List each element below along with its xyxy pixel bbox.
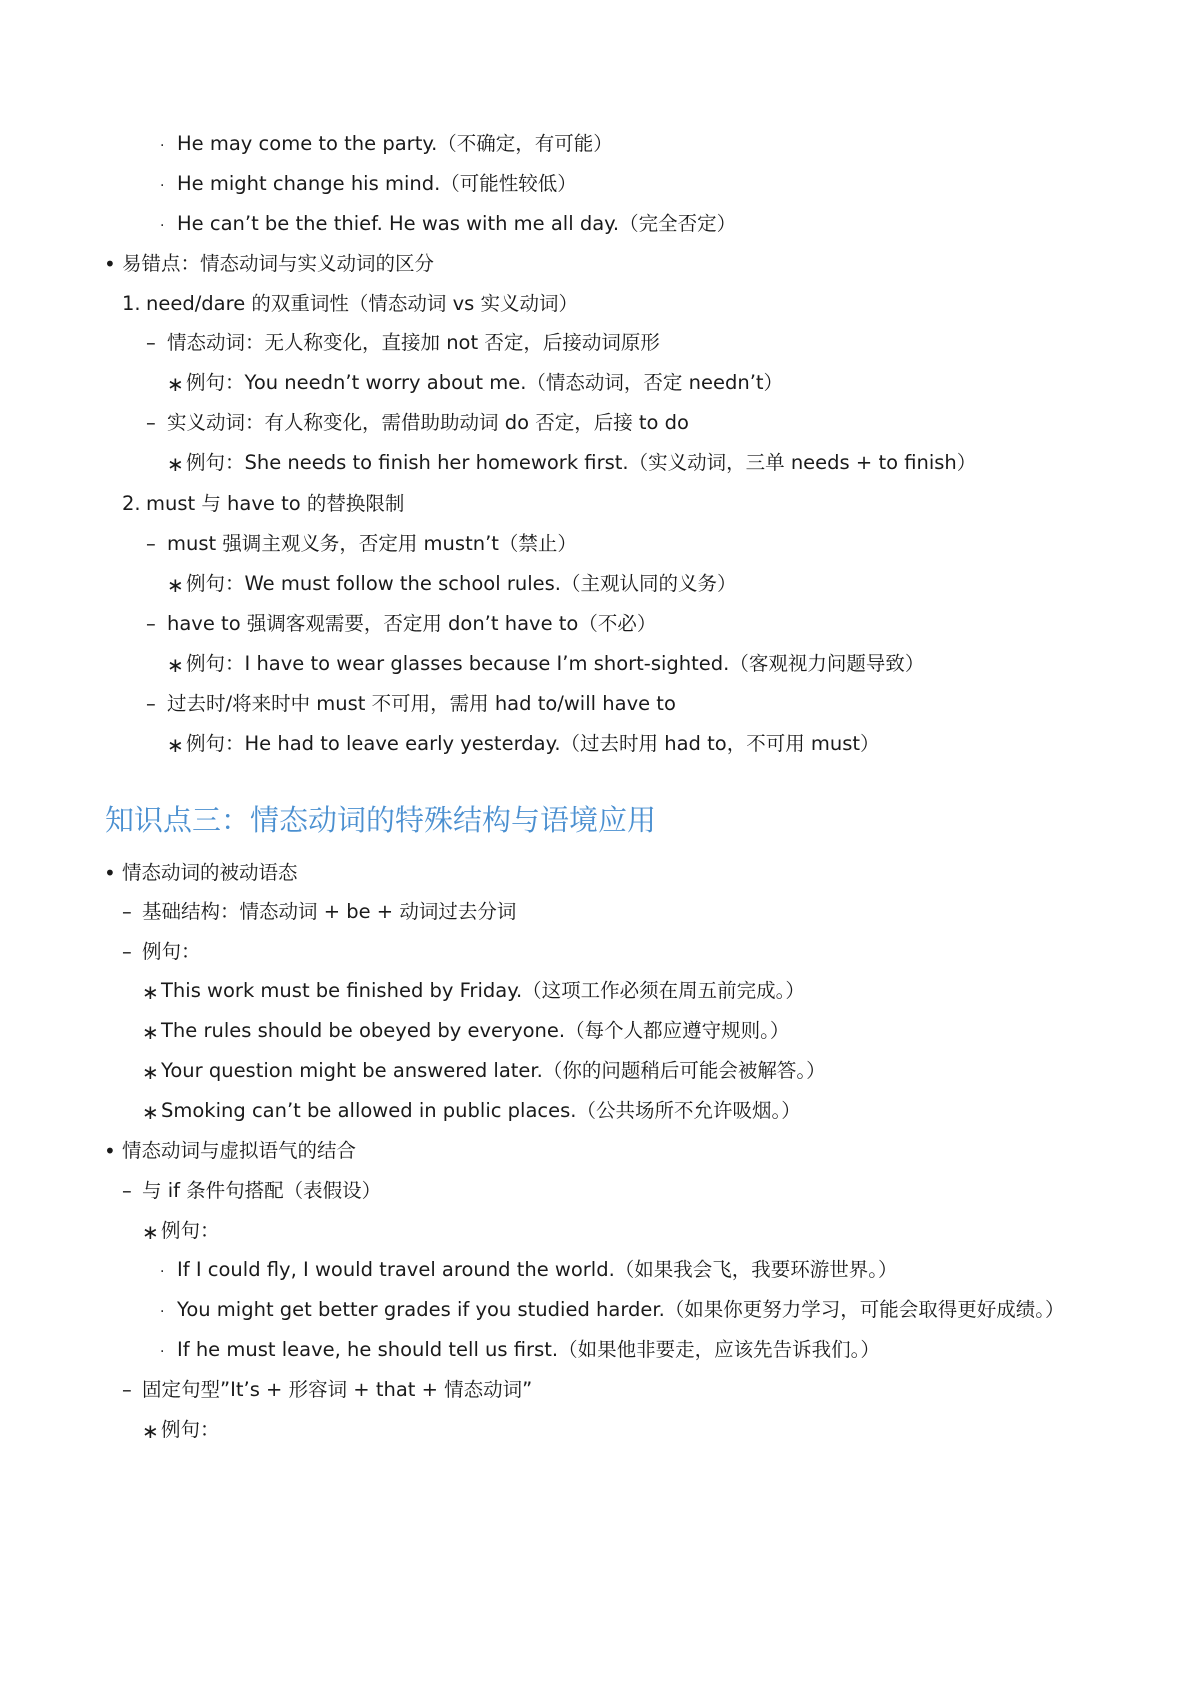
star-marker: ∗ [142,1220,159,1244]
bullet-marker: • [104,252,116,276]
list-item: 例句： [161,1418,220,1441]
dot-marker: · [160,1344,165,1360]
list-item: Smoking can’t be allowed in public places.（公共场所不允许吸烟。） [161,1099,801,1122]
dash-marker: – [122,1378,132,1401]
list-item: must 强调主观义务，否定用 mustn’t（禁止） [167,532,577,555]
list-item: need/dare 的双重词性（情态动词 vs 实义动词） [146,292,579,315]
list-item: This work must be finished by Friday.（这项工作必须在周五前完成。） [161,979,805,1002]
list-item: 情态动词与虚拟语气的结合 [122,1139,357,1162]
list-item: The rules should be obeyed by everyone.（每个人都应遵守规则。） [161,1019,790,1042]
list-item: He can’t be the thief. He was with me all day.（完全否定） [177,212,737,235]
list-item: If I could fly, I would travel around the world.（如果我会飞，我要环游世界。） [177,1258,898,1281]
list-item: You might get better grades if you studied harder.（如果你更努力学习，可能会取得更好成绩。） [177,1298,1065,1321]
list-item: 例句：We must follow the school rules.（主观认同的义务） [186,572,737,595]
dash-marker: – [122,900,132,923]
dash-marker: – [146,692,156,715]
number-marker: 1. [122,292,141,315]
star-marker: ∗ [142,980,159,1004]
list-item: 例句：You needn’t worry about me.（情态动词，否定 needn’t） [186,371,784,394]
star-marker: ∗ [142,1419,159,1443]
dash-marker: – [122,940,132,963]
dot-marker: · [160,1264,165,1280]
list-item: 情态动词：无人称变化，直接加 not 否定，后接动词原形 [167,331,660,354]
section-heading: 知识点三：情态动词的特殊结构与语境应用 [105,803,657,837]
star-marker: ∗ [167,372,184,396]
star-marker: ∗ [167,573,184,597]
list-item: Your question might be answered later.（你的问题稍后可能会被解答。） [161,1059,826,1082]
list-item: 过去时/将来时中 must 不可用，需用 had to/will have to [167,692,676,715]
dash-marker: – [146,612,156,635]
list-item: 情态动词的被动语态 [122,861,298,884]
dot-marker: · [160,1304,165,1320]
star-marker: ∗ [142,1100,159,1124]
list-item: 例句：He had to leave early yesterday.（过去时用 had to，不可用 must） [186,732,880,755]
star-marker: ∗ [142,1060,159,1084]
list-item: If he must leave, he should tell us first.（如果他非要走，应该先告诉我们。） [177,1338,880,1361]
bullet-marker: • [104,1139,116,1163]
dot-marker: · [160,138,165,154]
list-item: 实义动词：有人称变化，需借助助动词 do 否定，后接 to do [167,411,689,434]
list-item: He may come to the party.（不确定，有可能） [177,132,613,155]
bullet-marker: • [104,861,116,885]
dash-marker: – [146,411,156,434]
star-marker: ∗ [167,452,184,476]
number-marker: 2. [122,492,141,515]
dash-marker: – [146,331,156,354]
star-marker: ∗ [167,733,184,757]
dash-marker: – [122,1179,132,1202]
list-item: He might change his mind.（可能性较低） [177,172,577,195]
list-item: 例句：I have to wear glasses because I’m short-sighted.（客观视力问题导致） [186,652,925,675]
star-marker: ∗ [142,1020,159,1044]
list-item: 基础结构：情态动词 + be + 动词过去分词 [142,900,517,923]
list-item: 易错点：情态动词与实义动词的区分 [122,252,435,275]
list-item: have to 强调客观需要，否定用 don’t have to（不必） [167,612,657,635]
list-item: 例句： [142,940,201,963]
list-item: 例句：She needs to finish her homework first.（实义动词，三单 needs + to finish） [186,451,977,474]
list-item: 固定句型”It’s + 形容词 + that + 情态动词” [142,1378,533,1401]
list-item: must 与 have to 的替换限制 [146,492,405,515]
dot-marker: · [160,178,165,194]
star-marker: ∗ [167,653,184,677]
list-item: 例句： [161,1219,220,1242]
dot-marker: · [160,218,165,234]
dash-marker: – [146,532,156,555]
list-item: 与 if 条件句搭配（表假设） [142,1179,382,1202]
